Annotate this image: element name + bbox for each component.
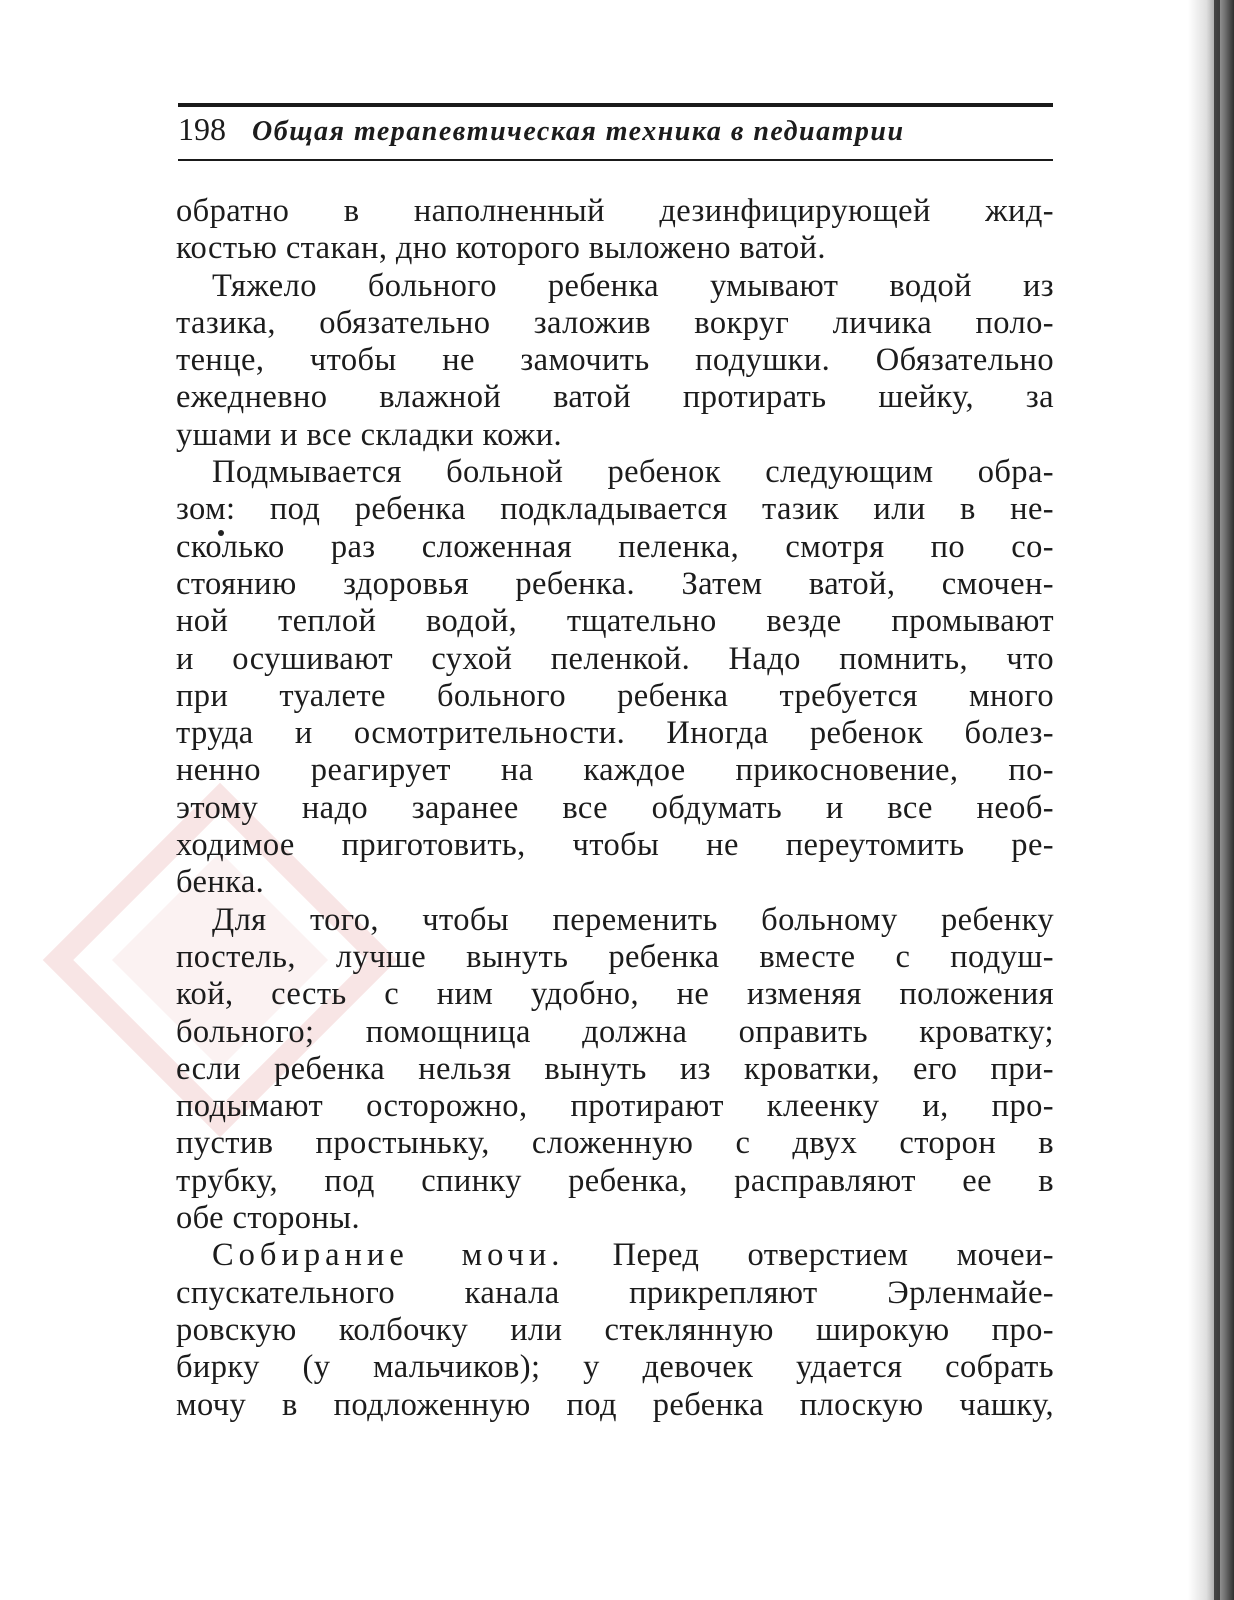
text-line: ровскую колбочку или стеклянную широкую про- — [176, 1311, 1054, 1348]
text-line: постель, лучше вынуть ребенка вместе с подуш- — [176, 938, 1054, 975]
text-line: зом: под ребенка подкладывается тазик или в не- — [176, 491, 1054, 528]
text-line: если ребенка нельзя вынуть из кроватки, его при- — [176, 1050, 1054, 1087]
header-bottom-rule — [178, 159, 1053, 161]
text-line: ушами и все складки кожи. — [176, 416, 563, 453]
text-line: при туалете больного ребенка требуется много — [176, 677, 1054, 714]
text-line: больного; помощница должна оправить кроватку; — [176, 1013, 1054, 1050]
text-line: трубку, под спинку ребенка, расправляют ее в — [176, 1162, 1054, 1199]
text-line: ной теплой водой, тщательно везде промывают — [176, 603, 1054, 640]
text-line: обратно в наполненный дезинфицирующей жид- — [176, 193, 1054, 229]
text-line: Тяжело больного ребенка умывают водой из — [212, 267, 1054, 304]
text-line: бирку (у мальчиков); у девочек удается собрать — [176, 1349, 1054, 1386]
text-line: ходимое приготовить, чтобы не переутомить ре- — [176, 827, 1054, 864]
text-line: подымают осторожно, протирают клеенку и, про- — [176, 1088, 1054, 1125]
text-line: обе стороны. — [176, 1200, 361, 1237]
page-number: 198 — [178, 111, 226, 147]
text-line: спускательного канала прикрепляют Эрленмайе- — [176, 1274, 1054, 1311]
text-line: ненно реагирует на каждое прикосновение, по- — [176, 752, 1054, 789]
text-line: тенце, чтобы не замочить подушки. Обязательно — [176, 342, 1054, 379]
header-top-rule — [178, 103, 1053, 107]
text-line: мочу в подложенную под ребенка плоскую чашку, — [176, 1386, 1054, 1423]
running-title: Общая терапевтическая техника в педиатрии — [252, 116, 905, 147]
page-edge-line — [1214, 0, 1220, 1600]
running-header — [178, 111, 1053, 155]
text-line: стоянию здоровья ребенка. Затем ватой, смочен- — [176, 565, 1054, 602]
page-edge-shadow — [1188, 0, 1234, 1600]
section-lead: Собирание мочи. — [212, 1237, 565, 1274]
text-line: костью стакан, дно которого выложено ватой. — [176, 230, 826, 267]
body-text — [176, 193, 1054, 1424]
text-line — [176, 1237, 1054, 1274]
text-line: Подмывается больной ребенок следующим обра- — [212, 454, 1054, 491]
text-line: и осушивают сухой пеленкой. Надо помнить, что — [176, 640, 1054, 677]
text-line: сколько раз сложенная пеленка, смотря по со- — [176, 528, 1054, 565]
text-line: Для того, чтобы переменить больному ребенку — [212, 901, 1054, 938]
text-line: этому надо заранее все обдумать и все необ- — [176, 789, 1054, 826]
text-line: кой, сесть с ним удобно, не изменяя положения — [176, 976, 1054, 1013]
text-line: тазика, обязательно заложив вокруг личика поло- — [176, 304, 1054, 341]
text-line: труда и осмотрительности. Иногда ребенок болез- — [176, 715, 1054, 752]
text-line: ежедневно влажной ватой протирать шейку, за — [176, 379, 1054, 416]
text-line: пустив простыньку, сложенную с двух сторон в — [176, 1125, 1054, 1162]
text-line-rest: Перед отверстием мочеи- — [564, 1237, 1054, 1274]
text-line: бенка. — [176, 864, 265, 901]
